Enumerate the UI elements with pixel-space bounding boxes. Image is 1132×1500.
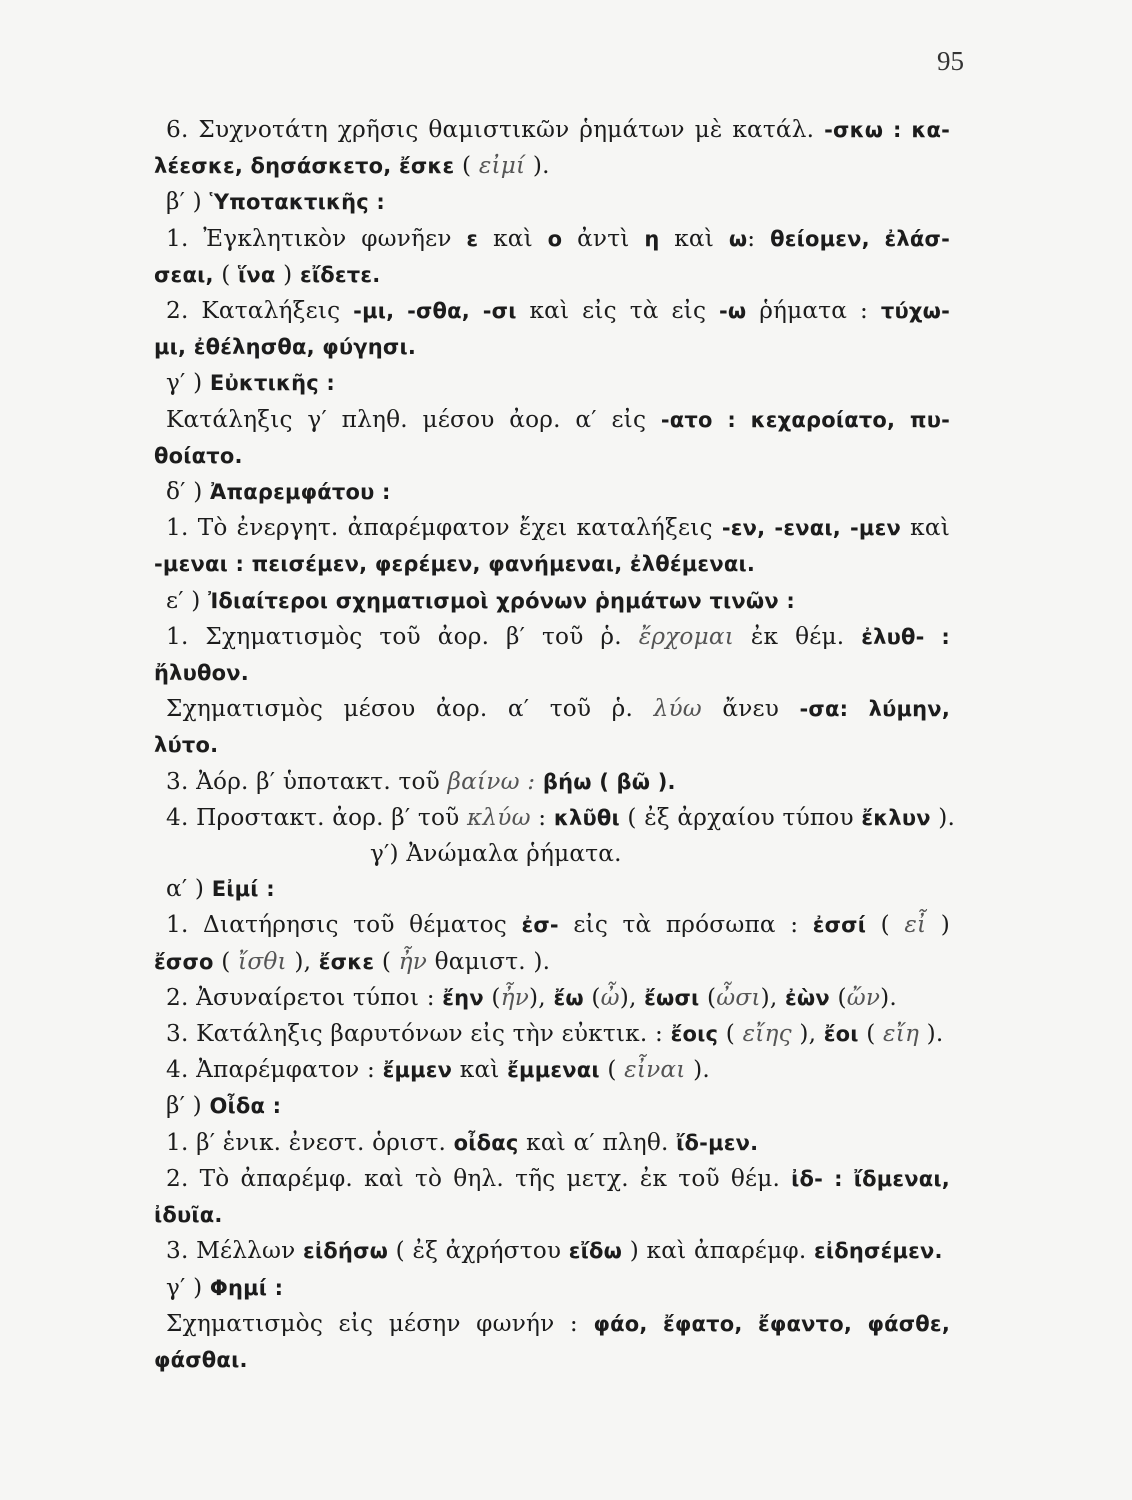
text-run: ( — [483, 983, 501, 1011]
text-run: γ′) Ἀνώμαλα ῥήματα. — [370, 840, 622, 868]
bold-term: ἔσσο — [154, 949, 214, 974]
text-run: καὶ — [900, 514, 950, 542]
text-run: ( — [583, 983, 601, 1011]
text-line — [154, 655, 950, 691]
bold-term: -σκω : κα- — [824, 118, 951, 142]
bold-term: οἶδας — [453, 1130, 519, 1155]
bold-term: ἐσσί — [812, 913, 867, 938]
section-heading — [160, 836, 950, 871]
text-run: : — [530, 803, 554, 831]
bold-term: μι, ἐθέλησθα, φύγησι. — [154, 335, 417, 360]
text-line — [160, 1161, 950, 1197]
text-run: 3. Μέλλων — [166, 1237, 304, 1265]
bold-term: ἰδυῖα. — [154, 1203, 223, 1228]
bold-term: ἤλυθον. — [154, 661, 249, 686]
text-line — [160, 1306, 950, 1342]
text-run: 6. Συχνοτάτη χρῆσις θαμιστικῶν ῥημάτων μὲ κατάλ. — [166, 116, 825, 143]
bold-term: ἴδ-μεν. — [676, 1130, 759, 1155]
bold-term: Ὑποτακτικῆς : — [209, 190, 386, 215]
bold-term: -ατο : κεχαροίατο, πυ- — [660, 407, 951, 432]
italic-term: λύω — [653, 695, 702, 723]
text-line — [160, 764, 950, 800]
text-line — [160, 365, 950, 401]
text-run: 3. Ἀόρ. β′ ὑποτακτ. τοῦ — [166, 767, 448, 795]
text-run: ( — [699, 983, 717, 1011]
text-line — [160, 583, 950, 619]
text-line — [160, 293, 950, 329]
bold-term: ἔοις — [670, 1022, 719, 1047]
bold-term: τύχω- — [880, 299, 950, 324]
italic-term: εἰμί — [478, 152, 526, 180]
text-run: γ′ ) — [166, 1273, 210, 1301]
bold-term: Οἶδα : — [209, 1094, 282, 1119]
text-run: α′ ) — [166, 875, 212, 903]
text-run: ( ἐξ ἀρχαίου τύπου — [619, 803, 862, 831]
text-line — [160, 1016, 950, 1052]
text-run: ), — [286, 947, 319, 975]
bold-term: -σα: λύμην, — [799, 697, 950, 722]
text-run: ( — [829, 983, 847, 1011]
bold-term: -ω — [719, 299, 747, 324]
italic-term: εἶναι — [624, 1056, 686, 1084]
italic-term: εἴης — [742, 1020, 792, 1048]
text-run: ) — [926, 911, 950, 939]
text-run: ), — [791, 1020, 824, 1048]
bold-term: ἐλυθ- : — [861, 624, 950, 649]
text-run: καὶ — [452, 1056, 508, 1084]
bold-term: σεαι, — [154, 262, 214, 287]
text-run: ). — [930, 803, 956, 831]
text-line — [160, 510, 950, 546]
text-run: ), — [760, 983, 786, 1011]
text-line — [160, 402, 950, 438]
text-line — [160, 221, 950, 257]
text-line — [154, 546, 950, 582]
italic-term: ἔρχομαι — [638, 622, 734, 650]
text-run: 1. Ἐγκλητικὸν φωνῆεν — [166, 224, 467, 252]
text-line — [160, 907, 950, 943]
text-run: Κατάληξις γ′ πληθ. μέσου ἀορ. α′ εἰς — [166, 405, 661, 433]
text-run: Σχηματισμὸς μέσου ἀορ. α′ τοῦ ῥ. — [166, 695, 654, 723]
italic-term: ὦσι — [716, 983, 761, 1011]
bold-term: φάσθαι. — [154, 1347, 248, 1372]
bold-term: ἔμμεν — [382, 1058, 453, 1083]
bold-term: ἐὼν — [785, 985, 830, 1010]
text-run: ). — [880, 983, 897, 1011]
italic-term: κλύω — [466, 803, 531, 831]
text-run: ( — [858, 1020, 884, 1048]
text-line — [154, 148, 950, 184]
text-run: 4. Προστακτ. ἀορ. β′ τοῦ — [166, 803, 467, 831]
italic-term: ἦν — [398, 947, 428, 975]
text-run: ). — [525, 152, 550, 180]
italic-term: εἴη — [883, 1020, 920, 1048]
italic-term: ἦν — [500, 983, 530, 1011]
text-run: 4. Ἀπαρέμφατον : — [166, 1056, 383, 1084]
text-run: 1. Τὸ ἐνεργητ. ἀπαρέμφατον ἔχει καταλήξεις — [166, 514, 722, 542]
text-run: ( — [213, 947, 239, 975]
text-run: ), — [529, 983, 554, 1011]
text-run: ). — [919, 1020, 944, 1048]
text-run: ( — [374, 947, 399, 975]
text-run: 2. Καταλήξεις — [166, 297, 354, 325]
bold-term: ε — [466, 226, 479, 251]
bold-term: Εἰμί : — [211, 877, 275, 902]
text-run: β′ ) — [166, 1092, 210, 1120]
text-run: θαμιστ. ). — [427, 947, 551, 975]
text-run: ) — [275, 260, 300, 288]
text-run: ( — [213, 260, 239, 288]
text-run: δ′ ) — [166, 478, 211, 506]
text-run: ( — [866, 911, 905, 939]
text-line — [154, 727, 950, 763]
text-run: ( — [599, 1056, 625, 1084]
text-line — [154, 944, 950, 980]
text-run: 3. Κατάληξις βαρυτόνων εἰς τὴν εὐκτικ. : — [166, 1020, 671, 1048]
bold-term: ἔμμεναι — [507, 1058, 600, 1083]
bold-term: λύτο. — [154, 733, 219, 758]
bold-term: ἵνα — [238, 262, 276, 287]
text-run: ἐκ θέμ. — [734, 622, 862, 650]
bold-term: ἔωσι — [644, 985, 700, 1010]
body-text — [154, 112, 956, 1378]
text-line — [160, 800, 956, 836]
text-line — [160, 980, 950, 1016]
italic-term: εἶ — [904, 911, 927, 939]
italic-term: ἴσθι — [238, 947, 287, 975]
text-run: β′ ) — [166, 188, 210, 216]
text-run: Σχηματισμὸς εἰς μέσην φωνήν : — [166, 1309, 594, 1337]
bold-term: ο — [547, 226, 563, 251]
bold-term: -μι, -σθα, -σι — [353, 299, 517, 324]
bold-term: ω — [728, 226, 748, 251]
text-run: 1. Σχηματισμὸς τοῦ ἀορ. β′ τοῦ ῥ. — [166, 622, 639, 650]
text-run: 2. Ἀσυναίρετοι τύποι : — [166, 983, 443, 1011]
bold-term: η — [644, 226, 660, 251]
text-run: ( ἐξ ἀχρήστου — [388, 1237, 569, 1265]
text-run: ) καὶ ἀπαρέμφ. — [622, 1237, 814, 1265]
text-line — [154, 257, 950, 293]
text-run: 1. Διατήρησις τοῦ θέματος — [166, 911, 522, 939]
text-line — [154, 1342, 950, 1378]
bold-term: -εν, -εναι, -μεν — [721, 516, 901, 541]
bold-term: εἰδησέμεν. — [814, 1239, 943, 1264]
text-run: εἰς τὰ πρόσωπα : — [558, 911, 813, 939]
text-run: ε′ ) — [166, 586, 209, 614]
bold-term: Φημί : — [209, 1275, 284, 1300]
text-run: καὶ — [659, 224, 729, 252]
text-line — [160, 1233, 950, 1269]
text-run — [535, 768, 543, 795]
bold-term: ἔην — [442, 985, 484, 1010]
text-line — [154, 438, 950, 474]
text-run: 1. β′ ἑνικ. ἐνεστ. ὁριστ. — [166, 1128, 454, 1156]
text-line — [160, 619, 950, 655]
bold-term: ἔω — [553, 985, 584, 1010]
bold-term: εἴδετε. — [299, 262, 381, 287]
page-number: 95 — [937, 46, 964, 76]
text-line — [160, 1270, 950, 1306]
text-line — [160, 1052, 950, 1088]
text-line — [160, 474, 950, 510]
text-run: ). — [685, 1056, 710, 1084]
bold-term: ἰδ- : ἴδμεναι, — [791, 1166, 950, 1191]
bold-term: φάο, ἔφατο, ἔφαντο, φάσθε, — [593, 1311, 950, 1336]
text-run: ἄνευ — [701, 695, 800, 723]
bold-term: Εὐκτικῆς : — [209, 371, 335, 396]
bold-term: ἔκλυν — [861, 805, 931, 830]
text-line — [160, 112, 950, 148]
bold-term: θείομεν, ἐλάσ- — [770, 226, 950, 251]
bold-term: εἰδήσω — [303, 1239, 389, 1264]
bold-term: θοίατο. — [154, 443, 243, 468]
bold-term: εἴδω — [568, 1239, 623, 1264]
text-run: ), — [619, 983, 645, 1011]
italic-term: ὤν — [846, 983, 881, 1011]
bold-term: βήω ( βῶ ). — [542, 769, 676, 794]
text-line — [160, 1125, 950, 1161]
text-run: ῥήματα : — [746, 297, 881, 325]
text-run: γ′ ) — [166, 369, 210, 397]
bold-term: λέεσκε, δησάσκετο, ἔσκε — [154, 154, 455, 179]
text-line — [160, 871, 950, 907]
text-run: : — [747, 224, 771, 252]
text-line — [154, 1197, 950, 1233]
bold-term: ἔσκε — [318, 949, 375, 974]
bold-term: Ἰδιαίτεροι σχηματισμοὶ χρόνων ῥημάτων τινῶν : — [208, 588, 795, 613]
bold-term: Ἀπαρεμφάτου : — [210, 480, 391, 505]
text-run: ἀντὶ — [562, 224, 645, 252]
text-line — [160, 691, 950, 727]
text-run: 2. Τὸ ἀπαρέμφ. καὶ τὸ θηλ. τῆς μετχ. ἐκ τοῦ θέμ. — [166, 1164, 792, 1192]
text-line — [154, 329, 950, 365]
text-run: ( — [454, 152, 479, 180]
text-run: καὶ α′ πληθ. — [518, 1128, 677, 1156]
bold-term: ἐσ- — [521, 913, 559, 938]
bold-term: -μεναι : πεισέμεν, φερέμεν, φανήμεναι, ἐλθέμεναι. — [154, 552, 756, 577]
italic-term: βαίνω : — [447, 767, 536, 795]
text-run: καὶ εἰς τὰ εἰς — [516, 297, 719, 325]
italic-term: ὦ — [600, 983, 620, 1011]
text-run: ( — [718, 1020, 743, 1048]
text-run: καὶ — [478, 224, 548, 252]
text-line — [160, 1088, 950, 1124]
bold-term: ἔοι — [823, 1022, 859, 1047]
text-line — [160, 184, 950, 220]
bold-term: κλῦθι — [553, 805, 620, 830]
